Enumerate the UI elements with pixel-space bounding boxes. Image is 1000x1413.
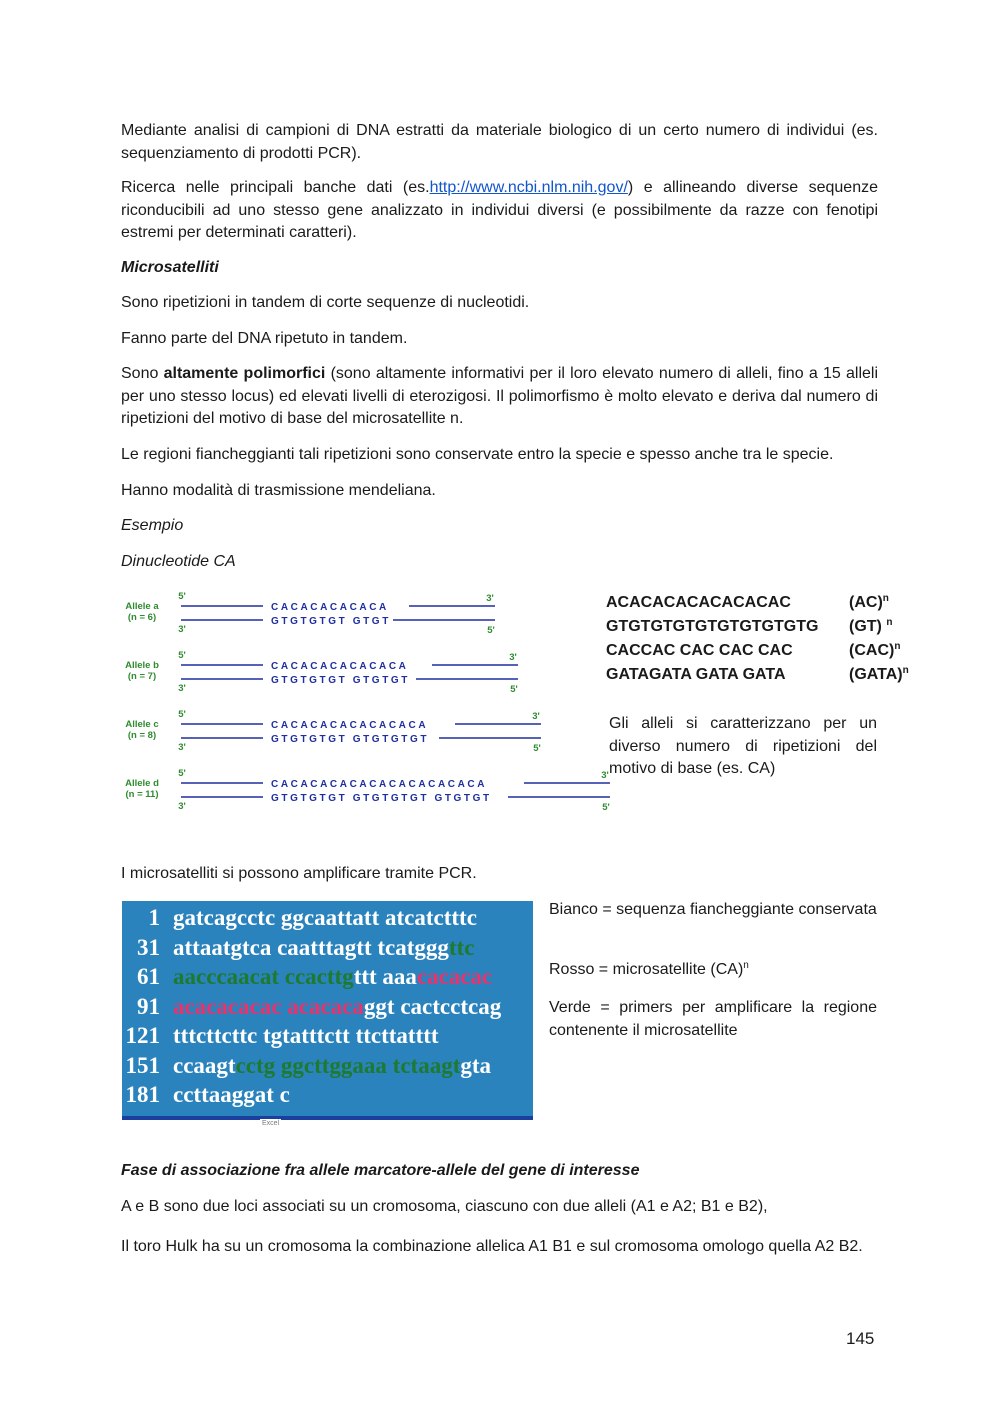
allele-name-label: Allele d bbox=[125, 778, 159, 789]
sequence-position: 181 bbox=[125, 1082, 160, 1107]
legend-verde: Verde = primers per amplificare la regione contenente il microsatellite bbox=[549, 999, 877, 1039]
ca-repeat-sequence: CACACACACACACA bbox=[271, 661, 409, 672]
tandem-paragraph: Sono ripetizioni in tandem di corte sequenze di nucleotidi. bbox=[121, 294, 530, 311]
five-prime-label: 5' bbox=[178, 650, 186, 661]
repeat-exponent: n bbox=[882, 593, 889, 604]
fase-heading: Fase di associazione fra allele marcatore-allele del gene di interesse bbox=[121, 1162, 640, 1179]
flanking-segment: gatcagcctc ggcaattatt atcatctttc bbox=[173, 905, 477, 930]
intro-paragraph: Mediante analisi di campioni di DNA estratti da materiale biologico di un certo numero di individui (es. sequenziamento di prodotti PCR). bbox=[121, 122, 878, 162]
allele-n-label: (n = 11) bbox=[125, 789, 159, 800]
excel-watermark: Excel bbox=[262, 1120, 280, 1127]
allele-name-label: Allele c bbox=[125, 719, 159, 730]
loci-paragraph: A e B sono due loci associati su un cromosoma, ciascuno con due alleli (A1 e A2; B1 e B2), bbox=[121, 1198, 768, 1215]
sequence-text bbox=[173, 935, 474, 961]
regioni-paragraph: Le regioni fiancheggianti tali ripetizioni sono conservate entro la specie e spesso anche tra le specie. bbox=[121, 446, 834, 463]
three-prime-label: 3' bbox=[509, 652, 517, 663]
three-prime-label: 3' bbox=[178, 683, 186, 694]
five-prime-label: 5' bbox=[178, 709, 186, 720]
five-prime-label: 5' bbox=[533, 743, 541, 754]
ncbi-link[interactable]: http://www.ncbi.nlm.nih.gov/ bbox=[429, 179, 628, 196]
repeat-motif: (GT) $^n$ bbox=[849, 617, 893, 635]
pcr-paragraph: I microsatelliti si possono amplificare tramite PCR. bbox=[121, 865, 477, 882]
polimorfici-paragraph bbox=[121, 363, 878, 431]
gt-complement-sequence: GTGTGTGT GTGTGTGT bbox=[271, 734, 430, 745]
sequence-text bbox=[173, 994, 501, 1020]
microsatellite-segment: cacacac bbox=[416, 964, 493, 989]
database-text-before: Ricerca nelle principali banche dati (es. bbox=[121, 179, 430, 196]
primer-segment: cctg ggcttggaaa tctaagt bbox=[235, 1052, 461, 1078]
sequence-text bbox=[173, 1023, 439, 1049]
repeat-motif: (CAC)$^n$ bbox=[849, 641, 901, 659]
sequence-position: 1 bbox=[148, 905, 160, 930]
three-prime-label: 3' bbox=[178, 624, 186, 635]
legend-rosso-sup: n bbox=[743, 960, 749, 971]
gt-complement-sequence: GTGTGTGT GTGT bbox=[271, 616, 391, 627]
sequence-text bbox=[173, 905, 477, 931]
flanking-segment: ggt cactcctcag bbox=[363, 993, 502, 1019]
page-number: 145 bbox=[846, 1329, 875, 1348]
alleli-note: Gli alleli si caratterizzano per un diverso numero di ripetizioni del motivo di base (es. CA) bbox=[609, 715, 877, 777]
repeat-sequence: CACCAC CAC CAC CAC bbox=[606, 642, 793, 659]
flanking-segment: attaatgtca caatttagtt tcatggg bbox=[173, 934, 449, 960]
polimorfici-text-after: (sono altamente informativi per il loro elevato numero di alleli, fino a 15 alleli per uno stesso locus) ed elevati livelli di eterozigosi. Il polimorfismo è molto elevato e deriva dal numero di ripetizioni del motivo di base del microsatellite n. bbox=[121, 365, 879, 427]
five-prime-label: 5' bbox=[487, 625, 495, 636]
three-prime-label: 3' bbox=[486, 593, 494, 604]
allele-n-label: (n = 8) bbox=[127, 730, 157, 741]
dna-ripetuto-paragraph: Fanno parte del DNA ripetuto in tandem. bbox=[121, 330, 408, 347]
database-paragraph bbox=[121, 177, 878, 245]
allele-n-label: (n = 6) bbox=[127, 612, 157, 623]
legend-bianco: Bianco = sequenza fiancheggiante conservata bbox=[549, 901, 877, 918]
sequence-text bbox=[173, 964, 492, 990]
flanking-segment: ccttaaggat c bbox=[173, 1082, 290, 1107]
three-prime-label: 3' bbox=[178, 801, 186, 812]
gt-complement-sequence: GTGTGTGT GTGTGT bbox=[271, 675, 410, 686]
repeat-motif: (GATA)$^n$ bbox=[849, 665, 909, 683]
mendeliana-paragraph: Hanno modalità di trasmissione mendeliana. bbox=[121, 482, 436, 499]
sequence-position: 121 bbox=[125, 1023, 160, 1048]
sequence-text bbox=[173, 1053, 491, 1079]
three-prime-label: 3' bbox=[178, 742, 186, 753]
allele-name-label: Allele a bbox=[125, 601, 159, 612]
flanking-segment: gta bbox=[460, 1052, 492, 1078]
flanking-segment: ttt aaa bbox=[353, 964, 417, 989]
microsatellite-segment: acacacacac acacaca bbox=[173, 993, 364, 1019]
sequence-box bbox=[122, 901, 533, 1127]
repeat-motif: (AC)$^n$ bbox=[849, 593, 889, 611]
repeat-exponent: n bbox=[894, 641, 901, 652]
primer-segment: ttc bbox=[448, 934, 475, 960]
allele-diagram bbox=[118, 586, 610, 818]
repeat-exponent: n bbox=[886, 617, 893, 628]
polimorfici-bold: altamente polimorfici bbox=[163, 365, 326, 382]
sequence-position: 151 bbox=[125, 1052, 160, 1078]
ca-repeat-sequence: CACACACACACACACA bbox=[271, 720, 429, 731]
sequence-position: 91 bbox=[137, 993, 160, 1019]
ca-repeat-sequence: CACACACACACACACACACACA bbox=[271, 779, 488, 790]
five-prime-label: 5' bbox=[178, 768, 186, 779]
three-prime-label: 3' bbox=[601, 770, 609, 781]
gt-complement-sequence: GTGTGTGT GTGTGTGT GTGTGT bbox=[271, 793, 492, 804]
hulk-paragraph: Il toro Hulk ha su un cromosoma la combinazione allelica A1 B1 e sul cromosoma omologo quella A2 B2. bbox=[121, 1238, 863, 1255]
five-prime-label: 5' bbox=[510, 684, 518, 695]
repeat-exponent: n bbox=[902, 665, 909, 676]
allele-name-label: Allele b bbox=[125, 660, 159, 671]
five-prime-label: 5' bbox=[178, 591, 186, 602]
ca-repeat-sequence: CACACACACACA bbox=[271, 602, 389, 613]
legend-rosso bbox=[549, 959, 877, 982]
three-prime-label: 3' bbox=[532, 711, 540, 722]
repeat-sequence: GATAGATA GATA GATA bbox=[606, 666, 786, 683]
legend-rosso-text: Rosso = microsatellite (CA) bbox=[549, 961, 744, 978]
database-text-after: ) e allineando diverse sequenze riconducibili ad uno stesso gene analizzato in individui diversi (e possibilmente da razze con fenotipi estremi per determinati caratteri). bbox=[121, 179, 878, 241]
flanking-segment: ccaagt bbox=[173, 1052, 236, 1078]
sequence-position: 31 bbox=[137, 934, 160, 960]
five-prime-label: 5' bbox=[602, 802, 610, 813]
polimorfici-text-before: Sono bbox=[121, 365, 164, 382]
sequence-position: 61 bbox=[137, 964, 160, 989]
primer-segment: aacccaacat ccacttg bbox=[173, 964, 354, 989]
repeat-sequence: ACACACACACACACAC bbox=[606, 594, 791, 611]
flanking-segment: tttcttcttc tgtatttctt ttcttatttt bbox=[173, 1023, 439, 1048]
esempio-label: Esempio bbox=[121, 517, 184, 534]
microsatelliti-heading: Microsatelliti bbox=[121, 259, 219, 276]
repeat-sequence: GTGTGTGTGTGTGTGTGTG bbox=[606, 618, 819, 635]
sequence-text bbox=[173, 1082, 290, 1108]
allele-n-label: (n = 7) bbox=[127, 671, 157, 682]
dinucleotide-label: Dinucleotide CA bbox=[121, 553, 236, 570]
